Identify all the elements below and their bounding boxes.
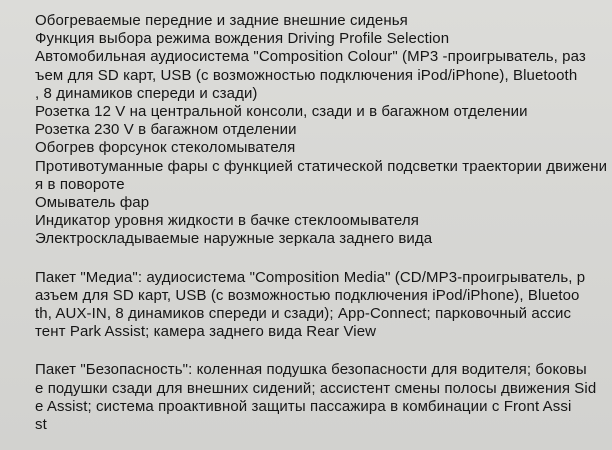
text-line: Индикатор уровня жидкости в бачке стеклоомывателя (35, 212, 419, 230)
text-line: Пакет "Безопасность": коленная подушка безопасности для водителя; боковы (35, 361, 587, 379)
text-line: Автомобильная аудиосистема "Composition Colour" (MP3 -проигрыватель, раз (35, 48, 586, 66)
text-line: азъем для SD карт, USB (с возможностью подключения iPod/iPhone), Bluetoo (35, 286, 580, 304)
text-line: Функция выбора режима вождения Driving Profile Selection (35, 30, 450, 48)
text-line: Обогреваемые передние и задние внешние сиденья (35, 12, 408, 29)
media-package-block (35, 269, 602, 342)
features-block (35, 12, 608, 249)
text-line: th, AUX-IN, 8 динамиков спереди и сзади); App-Connect; парковочный ассис (35, 305, 572, 323)
safety-package-block (35, 361, 602, 434)
text-line: Розетка 230 V в багажном отделении (35, 121, 297, 139)
text-line: e Assist; система проактивной защиты пассажира в комбинации с Front Assi (35, 397, 572, 415)
text-line: Обогрев форсунок стеколомывателя (35, 139, 296, 157)
text-line: е подушки сзади для внешних сидений; ассистент смены полосы движения Sid (35, 379, 597, 397)
text-line: Противотуманные фары с функцией статической подсветки траектории движени (35, 157, 608, 175)
text-line: я в повороте (35, 175, 125, 193)
text-line: , 8 динамиков спереди и сзади) (35, 84, 258, 102)
text-line: тент Park Assist; камера заднего вида Rear View (35, 323, 377, 341)
text-line: Электроскладываемые наружные зеркала заднего вида (35, 230, 433, 248)
text-line: Пакет "Медиа": аудиосистема "Composition Media" (CD/MP3-проигрыватель, р (35, 268, 586, 286)
text-line: st (35, 416, 47, 434)
text-line: Омыватель фар (35, 194, 150, 212)
text-line: Розетка 12 V на центральной консоли, сзади и в багажном отделении (35, 103, 528, 121)
text-line: ъем для SD карт, USB (с возможностью подключения iPod/iPhone), Bluetooth (35, 66, 578, 84)
